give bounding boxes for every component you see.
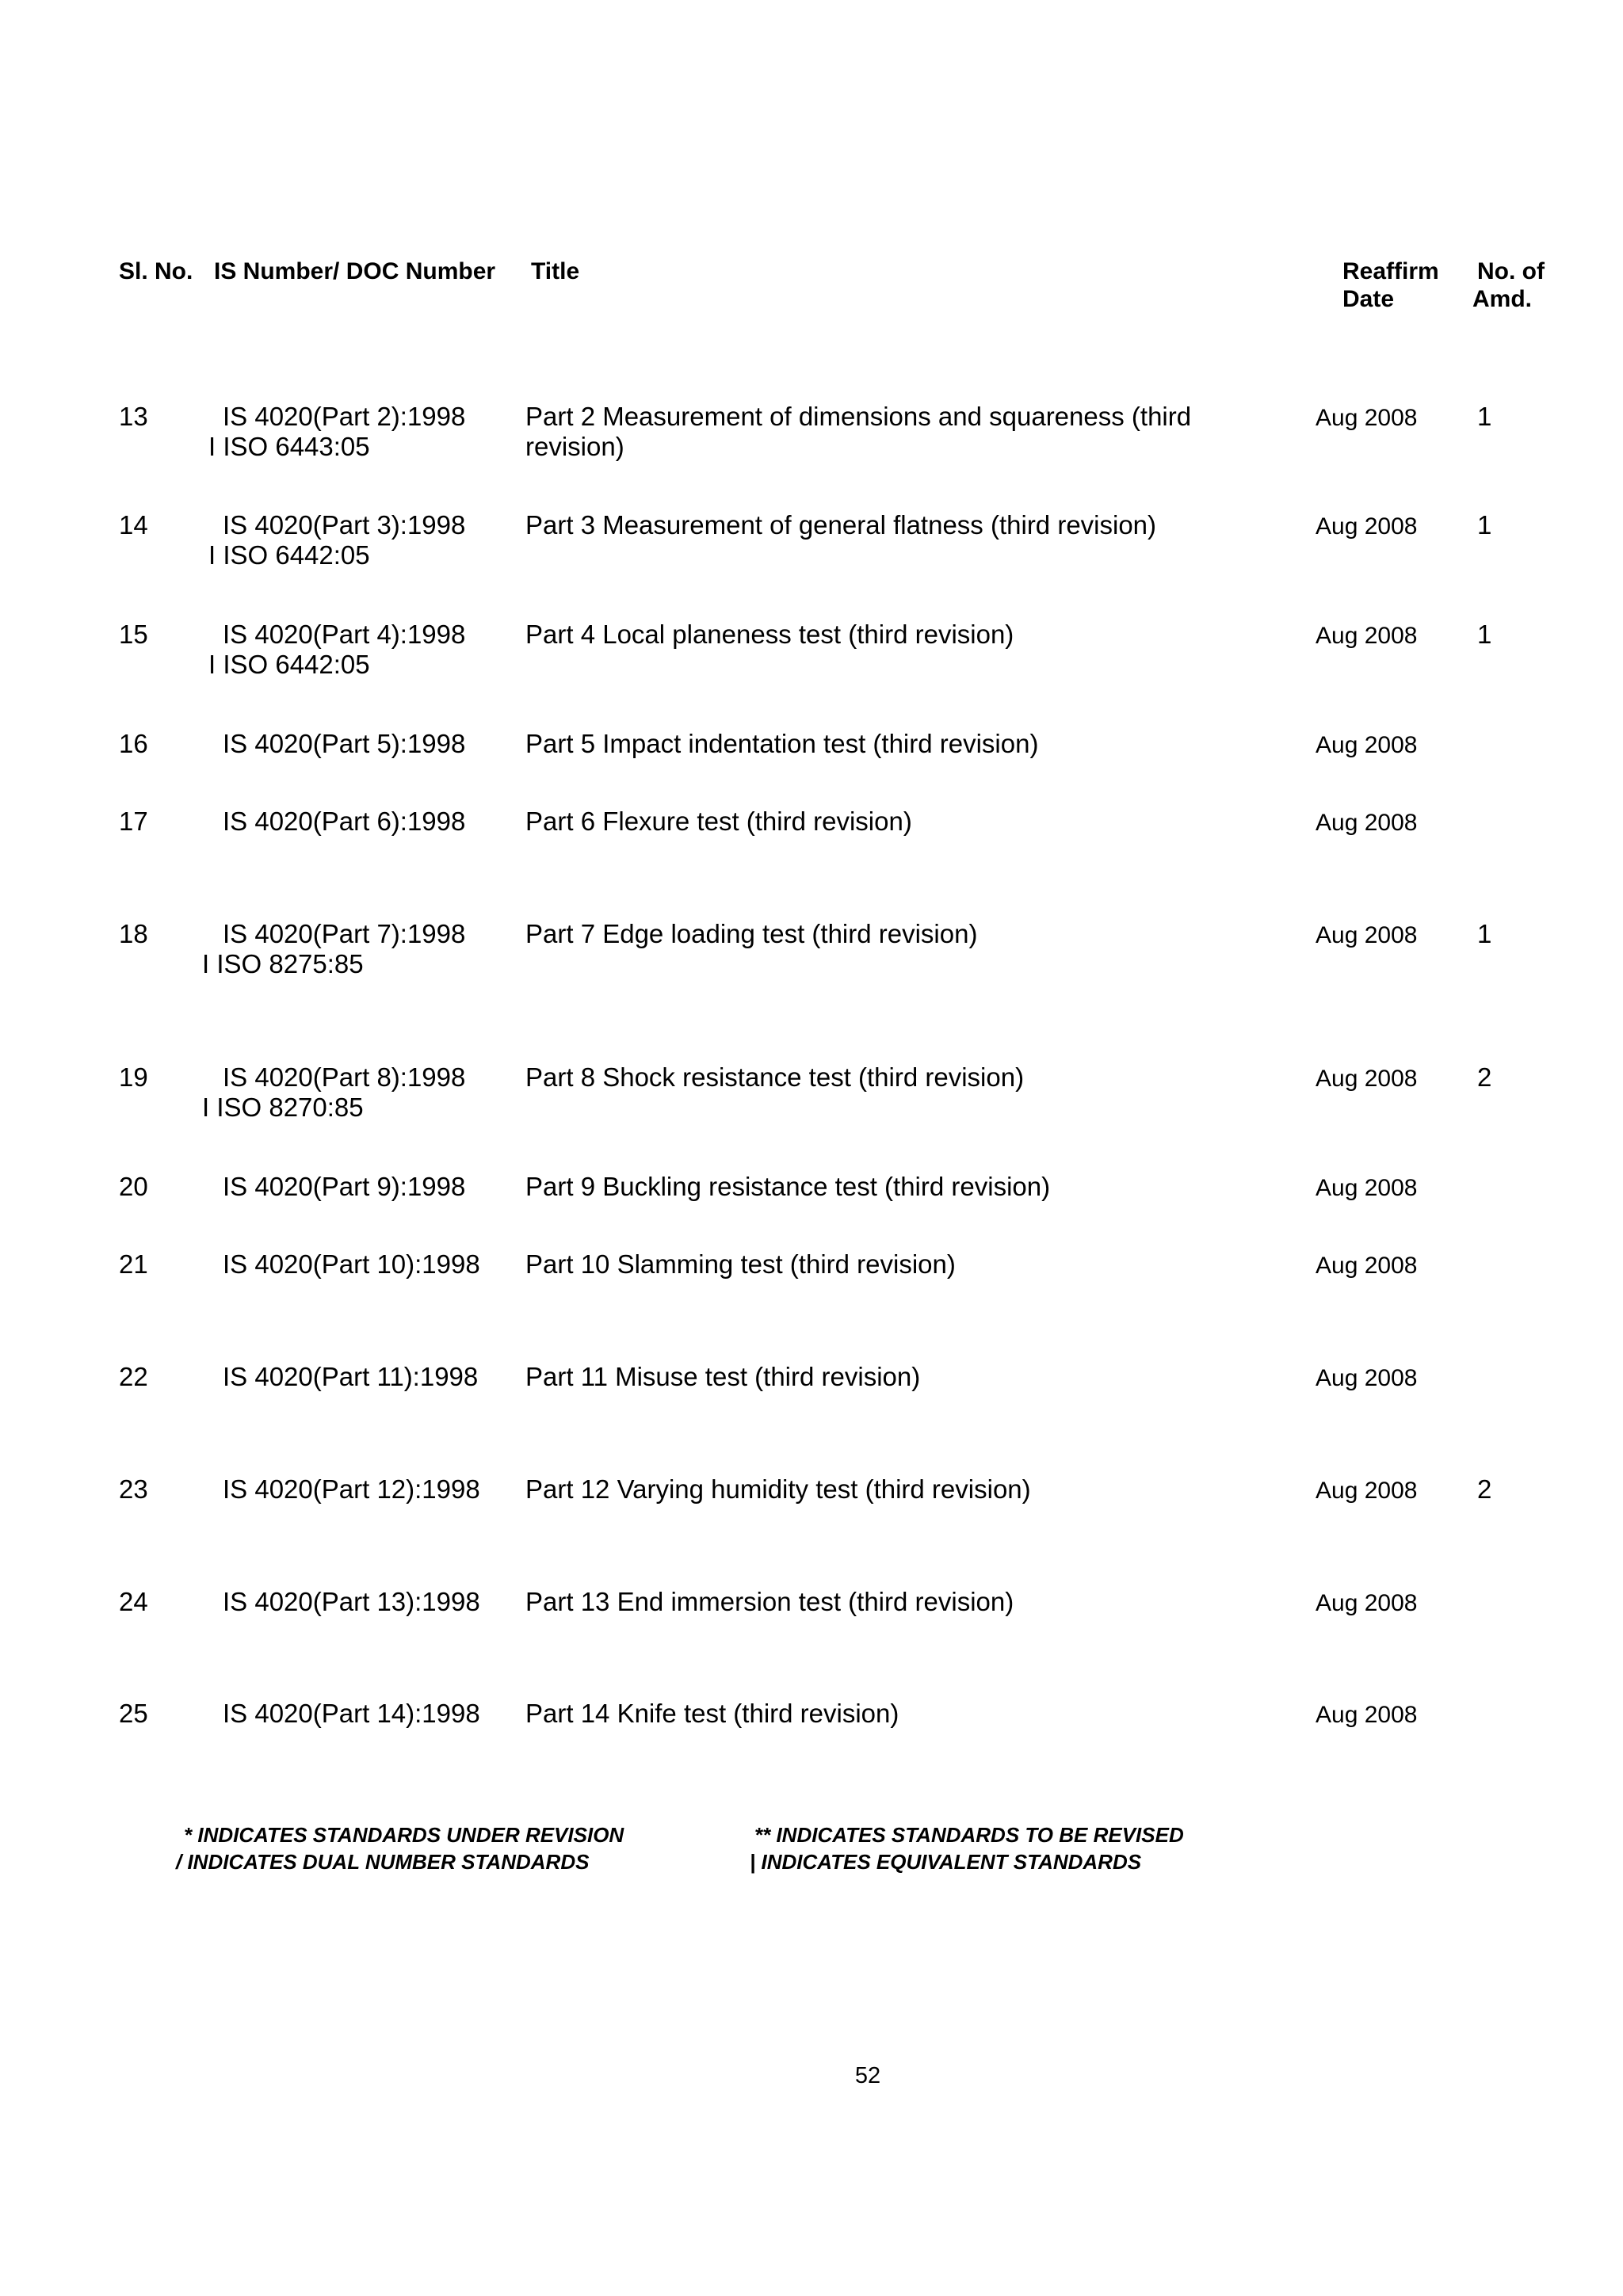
row-sl-no: 25 — [119, 1699, 148, 1728]
row-title: Part 9 Buckling resistance test (third revision) — [525, 1172, 1051, 1201]
row-iso-code: I ISO 6443:05 — [208, 432, 370, 461]
table-row — [0, 402, 1623, 465]
row-is-number — [202, 1474, 511, 1505]
row-title: Part 12 Varying humidity test (third revision) — [525, 1474, 1031, 1504]
row-is-code: IS 4020(Part 14):1998 — [223, 1699, 480, 1728]
row-reaffirm-date: Aug 2008 — [1316, 1175, 1418, 1201]
row-title: Part 4 Local planeness test (third revision) — [525, 620, 1014, 649]
row-is-number — [202, 1172, 511, 1202]
legend-under-revision: * INDICATES STANDARDS UNDER REVISION — [184, 1823, 624, 1847]
row-title: Part 14 Knife test (third revision) — [525, 1699, 899, 1728]
row-sl-no: 15 — [119, 620, 148, 649]
row-sl-no: 23 — [119, 1474, 148, 1504]
row-sl-no: 16 — [119, 729, 148, 758]
row-reaffirm-date: Aug 2008 — [1316, 810, 1418, 836]
row-is-number — [202, 1062, 511, 1123]
row-is-number — [202, 1587, 511, 1617]
header-reaffirm-line2: Date — [1342, 286, 1395, 312]
row-iso-code: I ISO 6442:05 — [208, 650, 370, 679]
row-reaffirm-date: Aug 2008 — [1316, 513, 1418, 540]
row-is-code: IS 4020(Part 11):1998 — [223, 1362, 479, 1391]
legend-equivalent: | INDICATES EQUIVALENT STANDARDS — [750, 1850, 1142, 1874]
row-is-number — [202, 620, 511, 680]
row-is-number — [202, 402, 511, 462]
legend — [0, 1822, 1623, 1886]
table-row — [0, 1249, 1623, 1313]
header-sl-no: Sl. No. — [119, 258, 193, 284]
table-header — [0, 257, 1623, 321]
row-amd-count: 1 — [1477, 402, 1492, 431]
row-is-code: IS 4020(Part 13):1998 — [223, 1587, 480, 1616]
row-title: Part 13 End immersion test (third revision) — [525, 1587, 1014, 1616]
row-reaffirm-date: Aug 2008 — [1316, 1066, 1418, 1092]
table-row — [0, 1172, 1623, 1235]
header-is-number: IS Number/ DOC Number — [214, 258, 496, 284]
page-number: 52 — [854, 2063, 881, 2088]
header-reaffirm-line1: Reaffirm — [1342, 258, 1439, 284]
legend-to-be-revised: ** INDICATES STANDARDS TO BE REVISED — [754, 1823, 1184, 1847]
row-is-number — [202, 729, 511, 759]
table-row — [0, 620, 1623, 683]
table-row — [0, 1587, 1623, 1650]
row-is-number — [202, 807, 511, 837]
row-title: Part 3 Measurement of general flatness (third revision) — [525, 510, 1157, 540]
header-amd-line2: Amd. — [1472, 286, 1532, 312]
row-is-code: IS 4020(Part 12):1998 — [223, 1474, 480, 1504]
row-amd-count: 1 — [1477, 620, 1492, 649]
row-amd-count: 1 — [1477, 510, 1492, 540]
row-reaffirm-date: Aug 2008 — [1316, 1253, 1418, 1279]
header-amd-line1: No. of — [1477, 258, 1545, 284]
row-reaffirm-date: Aug 2008 — [1316, 1365, 1418, 1391]
table-row — [0, 510, 1623, 574]
row-reaffirm-date: Aug 2008 — [1316, 1590, 1418, 1616]
row-sl-no: 17 — [119, 807, 148, 836]
table-row — [0, 1062, 1623, 1126]
row-reaffirm-date: Aug 2008 — [1316, 1478, 1418, 1504]
row-is-code: IS 4020(Part 4):1998 — [223, 620, 466, 649]
row-reaffirm-date: Aug 2008 — [1316, 922, 1418, 948]
header-reaffirm-date — [1342, 257, 1469, 313]
row-iso-code: I ISO 6442:05 — [208, 540, 370, 570]
table-row — [0, 1474, 1623, 1538]
row-sl-no: 13 — [119, 402, 148, 431]
row-title: Part 5 Impact indentation test (third revision) — [525, 729, 1039, 758]
row-sl-no: 18 — [119, 919, 148, 948]
row-sl-no: 14 — [119, 510, 148, 540]
row-is-code: IS 4020(Part 10):1998 — [223, 1249, 480, 1279]
row-is-code: IS 4020(Part 8):1998 — [223, 1062, 466, 1092]
row-iso-code: I ISO 8270:85 — [202, 1093, 364, 1122]
row-sl-no: 19 — [119, 1062, 148, 1092]
row-is-number — [202, 510, 511, 570]
row-sl-no: 20 — [119, 1172, 148, 1201]
row-title: Part 6 Flexure test (third revision) — [525, 807, 912, 836]
row-title: Part 7 Edge loading test (third revision) — [525, 919, 978, 948]
legend-dual-number: / INDICATES DUAL NUMBER STANDARDS — [176, 1850, 590, 1874]
row-reaffirm-date: Aug 2008 — [1316, 732, 1418, 758]
row-sl-no: 22 — [119, 1362, 148, 1391]
row-title: Part 2 Measurement of dimensions and squareness (third revision) — [525, 402, 1192, 461]
row-is-code: IS 4020(Part 9):1998 — [223, 1172, 466, 1201]
header-no-of-amd — [1472, 257, 1568, 313]
row-title: Part 11 Misuse test (third revision) — [525, 1362, 921, 1391]
row-amd-count: 2 — [1477, 1062, 1492, 1092]
row-reaffirm-date: Aug 2008 — [1316, 1702, 1418, 1728]
table-row — [0, 807, 1623, 870]
table-row — [0, 1699, 1623, 1762]
row-title: Part 10 Slamming test (third revision) — [525, 1249, 956, 1279]
row-is-code: IS 4020(Part 6):1998 — [223, 807, 466, 836]
row-is-number — [202, 1362, 511, 1392]
table-row — [0, 1362, 1623, 1425]
row-amd-count: 1 — [1477, 919, 1492, 948]
row-iso-code: I ISO 8275:85 — [202, 949, 364, 978]
row-amd-count: 2 — [1477, 1474, 1492, 1504]
row-is-number — [202, 1249, 511, 1280]
row-is-code: IS 4020(Part 3):1998 — [223, 510, 466, 540]
row-sl-no: 21 — [119, 1249, 148, 1279]
header-title: Title — [531, 258, 580, 284]
row-is-number — [202, 919, 511, 979]
row-reaffirm-date: Aug 2008 — [1316, 405, 1418, 431]
row-reaffirm-date: Aug 2008 — [1316, 623, 1418, 649]
row-is-code: IS 4020(Part 7):1998 — [223, 919, 466, 948]
row-sl-no: 24 — [119, 1587, 148, 1616]
row-is-code: IS 4020(Part 2):1998 — [223, 402, 466, 431]
table-row — [0, 729, 1623, 792]
row-title: Part 8 Shock resistance test (third revision) — [525, 1062, 1025, 1092]
row-is-number — [202, 1699, 511, 1729]
table-row — [0, 919, 1623, 982]
row-is-code: IS 4020(Part 5):1998 — [223, 729, 466, 758]
